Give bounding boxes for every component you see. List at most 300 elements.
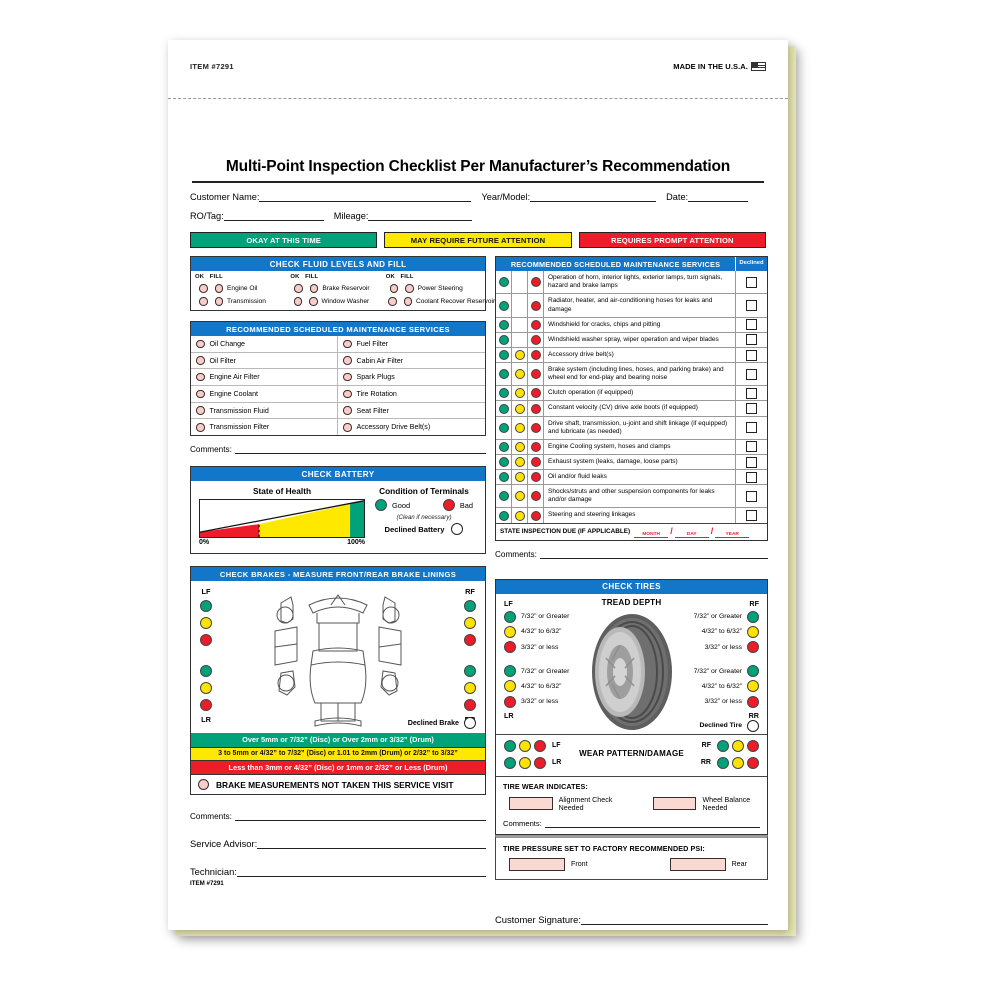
fluids-heading: CHECK FLUID LEVELS AND FILL (191, 257, 485, 271)
green-dot-icon[interactable] (499, 388, 509, 398)
brakes-heading: CHECK BRAKES - MEASURE FRONT/REAR BRAKE LININGS (191, 567, 485, 581)
tire-lf-green[interactable] (504, 611, 620, 623)
ok-circle-icon[interactable] (390, 284, 399, 293)
declined-checkbox-cell[interactable] (735, 348, 767, 362)
front-psi-input[interactable] (509, 858, 565, 871)
mileage-label: Mileage: (333, 211, 369, 221)
yellow-dot-icon[interactable] (515, 369, 525, 379)
red-dot-icon[interactable] (200, 634, 212, 646)
declined-checkbox-cell[interactable] (735, 294, 767, 316)
green-dot-cell[interactable] (496, 363, 512, 385)
ok-circle-icon[interactable] (199, 284, 208, 293)
mileage-input[interactable] (368, 211, 472, 221)
select-circle-icon[interactable] (198, 779, 209, 790)
declined-brake-label: Declined Brake (407, 719, 459, 728)
terminals-title: Condition of Terminals (379, 486, 469, 497)
state-of-health-gauge[interactable] (199, 499, 365, 538)
battery-body (191, 481, 485, 553)
red-dot-icon[interactable] (747, 757, 759, 769)
green-dot-icon[interactable] (375, 499, 387, 511)
ok-circle-icon[interactable] (199, 297, 208, 306)
checkbox-icon[interactable] (746, 369, 757, 380)
yellow-dot-icon[interactable] (747, 680, 759, 692)
declined-battery-option[interactable] (371, 523, 477, 535)
wheel-balance-label: Wheel Balance Needed (702, 795, 751, 812)
brake-not-measured-option[interactable] (190, 775, 486, 795)
select-circle-icon[interactable] (343, 406, 352, 415)
maintenance-item[interactable] (338, 336, 485, 352)
maintenance-label: Oil Change (209, 339, 245, 348)
red-dot-cell[interactable] (528, 440, 544, 454)
comments-input[interactable] (540, 550, 768, 559)
red-dot-icon[interactable] (747, 641, 759, 653)
comments-input[interactable] (235, 812, 486, 821)
yellow-dot-icon[interactable] (515, 350, 525, 360)
red-dot-cell[interactable] (528, 363, 544, 385)
alignment-check-input[interactable] (509, 797, 553, 810)
declined-checkbox-cell[interactable] (735, 333, 767, 347)
yellow-dot-icon[interactable] (515, 404, 525, 414)
tire-rf-red[interactable] (643, 641, 759, 653)
maintenance-right-row (496, 507, 767, 522)
green-dot-icon[interactable] (499, 350, 509, 360)
tire-lr-red[interactable] (504, 696, 620, 708)
checkbox-icon[interactable] (746, 350, 757, 361)
declined-checkbox-cell[interactable] (735, 363, 767, 385)
yellow-dot-cell[interactable] (512, 363, 528, 385)
yellow-dot-cell[interactable] (512, 401, 528, 415)
declined-tire-option[interactable] (699, 720, 759, 732)
customer-name-input[interactable] (259, 192, 471, 202)
yellow-dot-icon[interactable] (200, 682, 212, 694)
red-dot-cell[interactable] (528, 333, 544, 347)
customer-signature-row (495, 914, 768, 925)
state-of-health-block (199, 486, 365, 546)
declined-checkbox-cell[interactable] (735, 440, 767, 454)
red-dot-icon[interactable] (531, 404, 541, 414)
red-dot-icon[interactable] (531, 301, 541, 311)
tire-rf-yellow[interactable] (643, 626, 759, 638)
green-dot-icon[interactable] (464, 600, 476, 612)
red-dot-cell[interactable] (528, 470, 544, 484)
fluid-item-brake-reservoir[interactable] (290, 284, 385, 293)
green-dot-icon[interactable] (499, 472, 509, 482)
title-block (190, 158, 766, 221)
tire-lf-yellow[interactable] (504, 626, 620, 638)
brake-rf-dots (464, 600, 476, 646)
red-dot-icon[interactable] (531, 442, 541, 452)
green-dot-icon[interactable] (504, 611, 516, 623)
yellow-dot-icon[interactable] (747, 626, 759, 638)
red-dot-icon[interactable] (534, 740, 546, 752)
red-dot-icon[interactable] (534, 757, 546, 769)
maintenance-right-label: Brake system (including lines, hoses, and parking brake) and wheel end for end-play and bearing noise (548, 366, 724, 382)
service-advisor-row (190, 838, 486, 849)
terminal-bad-option[interactable] (443, 499, 473, 511)
yellow-dot-cell[interactable] (512, 485, 528, 507)
legend-future-attention: MAY REQUIRE FUTURE ATTENTION (384, 232, 571, 248)
customer-row-2 (190, 211, 766, 221)
green-dot-cell[interactable] (496, 294, 512, 316)
state-inspection-row (496, 523, 767, 540)
yellow-dot-cell[interactable] (512, 417, 528, 439)
green-dot-cell[interactable] (496, 401, 512, 415)
yellow-dot-icon[interactable] (732, 740, 744, 752)
depth-label: 7/32” or Greater (693, 667, 742, 675)
declined-circle-icon[interactable] (464, 717, 476, 729)
yellow-dot-cell[interactable] (512, 318, 528, 332)
fluids-fill-header-1: FILL (209, 273, 223, 280)
maintenance-item[interactable] (191, 418, 338, 435)
maintenance-item[interactable] (338, 352, 485, 369)
green-dot-cell[interactable] (496, 440, 512, 454)
fill-circle-icon[interactable] (215, 284, 224, 293)
technician-input[interactable] (237, 866, 486, 877)
fluids-ok-header-2: OK (290, 273, 300, 280)
maintenance-right-row (496, 271, 767, 293)
yellow-dot-cell[interactable] (512, 508, 528, 522)
yellow-dot-icon[interactable] (515, 491, 525, 501)
fill-circle-icon[interactable] (404, 297, 413, 306)
fill-circle-icon[interactable] (310, 284, 319, 293)
brake-lr-label: LR (201, 715, 211, 725)
green-dot-icon[interactable] (464, 665, 476, 677)
comments-label: Comments: (190, 812, 232, 822)
depth-label: 3/32” or less (521, 643, 559, 651)
maintenance-right-label: Oil and/or fluid leaks (548, 473, 607, 481)
green-dot-icon[interactable] (499, 369, 509, 379)
tire-wear-options (503, 796, 760, 812)
item-number-top: ITEM #7291 (190, 62, 234, 71)
front-psi-label: Front (571, 860, 588, 869)
customer-signature-input[interactable] (581, 914, 768, 925)
yellow-dot-cell[interactable] (512, 333, 528, 347)
checkbox-icon[interactable] (746, 441, 757, 452)
alignment-check-label: Alignment Check Needed (558, 795, 613, 812)
declined-checkbox-cell[interactable] (735, 485, 767, 507)
declined-checkbox-cell[interactable] (735, 386, 767, 400)
yellow-dot-icon[interactable] (504, 680, 516, 692)
maintenance-right-row (496, 385, 767, 400)
green-dot-icon[interactable] (499, 277, 509, 287)
checkbox-icon[interactable] (746, 334, 757, 345)
terminal-good-option[interactable] (375, 499, 410, 511)
ok-circle-icon[interactable] (294, 284, 303, 293)
red-dot-icon[interactable] (504, 641, 516, 653)
green-dot-icon[interactable] (504, 757, 516, 769)
tire-lr-yellow[interactable] (504, 680, 620, 692)
red-dot-icon[interactable] (531, 457, 541, 467)
tire-rr-red[interactable] (643, 696, 759, 708)
fluid-label: Brake Reservoir (322, 285, 370, 293)
green-dot-icon[interactable] (499, 320, 509, 330)
maintenance-item[interactable] (191, 402, 338, 419)
red-dot-icon[interactable] (747, 740, 759, 752)
brakes-body (191, 581, 485, 733)
select-circle-icon[interactable] (196, 356, 205, 365)
tire-right-side (643, 599, 759, 720)
green-dot-icon[interactable] (504, 665, 516, 677)
wheel-balance-input[interactable] (653, 797, 697, 810)
red-dot-icon[interactable] (531, 491, 541, 501)
tire-rf-green[interactable] (643, 611, 759, 623)
yellow-dot-icon[interactable] (200, 617, 212, 629)
maintenance-right-label: Exhaust system (leaks, damage, loose parts) (548, 457, 678, 465)
select-circle-icon[interactable] (196, 373, 205, 382)
checkbox-icon[interactable] (746, 277, 757, 288)
red-dot-cell[interactable] (528, 401, 544, 415)
tire-pressure-title: TIRE PRESSURE SET TO FACTORY RECOMMENDED PSI: (503, 843, 705, 853)
yellow-dot-cell[interactable] (512, 455, 528, 469)
red-dot-cell[interactable] (528, 455, 544, 469)
red-dot-cell[interactable] (528, 485, 544, 507)
comments-input[interactable] (235, 445, 486, 454)
green-dot-cell[interactable] (496, 318, 512, 332)
maintenance-item[interactable] (191, 336, 338, 352)
state-month-field[interactable]: MONTH (634, 524, 668, 538)
red-dot-icon[interactable] (531, 369, 541, 379)
yellow-dot-cell[interactable] (512, 271, 528, 293)
maintenance-item[interactable] (191, 352, 338, 369)
declined-checkbox-cell[interactable] (735, 508, 767, 522)
fluid-item-coolant-recover-reservoir[interactable] (384, 297, 496, 306)
wear-rr[interactable] (698, 757, 759, 769)
fluid-item-transmission[interactable] (195, 297, 290, 306)
yellow-dot-icon[interactable] (504, 626, 516, 638)
yellow-dot-icon[interactable] (515, 511, 525, 521)
wear-left-side (504, 740, 564, 774)
red-dot-icon[interactable] (464, 634, 476, 646)
year-model-input[interactable] (530, 192, 656, 202)
checkbox-icon[interactable] (746, 300, 757, 311)
wear-rf[interactable] (698, 740, 759, 752)
ro-tag-input[interactable] (224, 211, 324, 221)
red-dot-icon[interactable] (747, 696, 759, 708)
yellow-dot-icon[interactable] (732, 757, 744, 769)
state-day-field[interactable]: DAY (675, 524, 709, 538)
red-dot-cell[interactable] (528, 386, 544, 400)
rear-psi-input[interactable] (670, 858, 726, 871)
red-dot-cell[interactable] (528, 348, 544, 362)
declined-brake-option[interactable] (408, 717, 476, 729)
declined-checkbox-cell[interactable] (735, 417, 767, 439)
fill-circle-icon[interactable] (405, 284, 414, 293)
wear-lr[interactable] (504, 757, 564, 769)
declined-circle-icon[interactable] (451, 523, 463, 535)
maintenance-label: Seat Filter (356, 406, 389, 415)
red-dot-icon[interactable] (531, 472, 541, 482)
select-circle-icon[interactable] (196, 423, 205, 432)
wear-lf-label: LF (552, 742, 561, 750)
brake-diagram-icon (213, 587, 463, 727)
yellow-dot-icon[interactable] (515, 423, 525, 433)
green-dot-icon[interactable] (717, 740, 729, 752)
terminals-block (365, 486, 477, 546)
red-dot-icon[interactable] (464, 699, 476, 711)
yellow-dot-icon[interactable] (515, 472, 525, 482)
select-circle-icon[interactable] (196, 390, 205, 399)
green-dot-icon[interactable] (499, 457, 509, 467)
declined-checkbox-cell[interactable] (735, 470, 767, 484)
green-dot-cell[interactable] (496, 333, 512, 347)
green-dot-cell[interactable] (496, 455, 512, 469)
maintenance-right-row (496, 416, 767, 439)
checkbox-icon[interactable] (746, 422, 757, 433)
brake-lr-dots (200, 665, 212, 711)
green-dot-cell[interactable] (496, 417, 512, 439)
maintenance-label: Spark Plugs (356, 373, 395, 382)
declined-circle-icon[interactable] (747, 720, 759, 732)
wear-right-side (698, 740, 759, 774)
depth-label: 4/32” to 6/32” (521, 628, 562, 636)
green-dot-icon[interactable] (200, 600, 212, 612)
declined-checkbox-cell[interactable] (735, 318, 767, 332)
green-dot-icon[interactable] (499, 442, 509, 452)
gauge-wedge-icon (200, 500, 364, 537)
tire-rr-yellow[interactable] (643, 680, 759, 692)
wear-lf[interactable] (504, 740, 564, 752)
declined-checkbox-cell[interactable] (735, 271, 767, 293)
maintenance-item[interactable] (338, 368, 485, 385)
maintenance-item[interactable] (338, 385, 485, 402)
red-dot-icon[interactable] (531, 350, 541, 360)
checkbox-icon[interactable] (746, 510, 757, 521)
fill-circle-icon[interactable] (215, 297, 224, 306)
checkbox-icon[interactable] (746, 457, 757, 468)
yellow-dot-icon[interactable] (515, 457, 525, 467)
fluids-row-2 (195, 297, 496, 306)
yellow-dot-icon[interactable] (519, 757, 531, 769)
yellow-dot-cell[interactable] (512, 470, 528, 484)
red-dot-cell[interactable] (528, 508, 544, 522)
page-title: Multi-Point Inspection Checklist Per Manufacturer’s Recommendation (192, 158, 764, 183)
yellow-dot-cell[interactable] (512, 440, 528, 454)
brake-rf-label: RF (465, 587, 475, 597)
checkbox-icon[interactable] (746, 388, 757, 399)
maintenance-item[interactable] (338, 402, 485, 419)
declined-checkbox-cell[interactable] (735, 401, 767, 415)
maintenance-right-header (496, 257, 767, 271)
red-dot-icon[interactable] (443, 499, 455, 511)
yellow-dot-icon[interactable] (464, 617, 476, 629)
declined-tire-label: Declined Tire (699, 722, 742, 730)
select-circle-icon[interactable] (343, 423, 352, 432)
select-circle-icon[interactable] (343, 340, 352, 349)
ok-circle-icon[interactable] (388, 297, 397, 306)
select-circle-icon[interactable] (343, 373, 352, 382)
green-dot-icon[interactable] (499, 335, 509, 345)
red-dot-cell[interactable] (528, 318, 544, 332)
green-dot-icon[interactable] (499, 301, 509, 311)
made-in-usa (673, 62, 766, 71)
select-circle-icon[interactable] (343, 390, 352, 399)
state-year-field[interactable]: YEAR (715, 524, 749, 538)
select-circle-icon[interactable] (196, 340, 205, 349)
gauge-min-label: 0% (199, 539, 210, 547)
red-dot-icon[interactable] (531, 388, 541, 398)
green-dot-cell[interactable] (496, 348, 512, 362)
fluid-label: Coolant Recover Reservoir (416, 298, 496, 306)
maintenance-label: Cabin Air Filter (356, 356, 404, 365)
maintenance-item[interactable] (191, 368, 338, 385)
red-dot-icon[interactable] (200, 699, 212, 711)
green-dot-icon[interactable] (499, 511, 509, 521)
ok-circle-icon[interactable] (294, 297, 303, 306)
red-dot-icon[interactable] (531, 277, 541, 287)
tire-rf-label: RF (749, 598, 759, 608)
select-circle-icon[interactable] (343, 356, 352, 365)
fluid-label: Transmission (227, 298, 266, 306)
checkbox-icon[interactable] (746, 472, 757, 483)
yellow-dot-icon[interactable] (515, 442, 525, 452)
red-dot-icon[interactable] (531, 511, 541, 521)
green-dot-icon[interactable] (504, 740, 516, 752)
state-inspection-label: STATE INSPECTION DUE (IF APPLICABLE) (500, 528, 631, 536)
declined-checkbox-cell[interactable] (735, 455, 767, 469)
tire-rr-green[interactable] (643, 665, 759, 677)
tire-lf-red[interactable] (504, 641, 620, 653)
yellow-dot-icon[interactable] (515, 388, 525, 398)
green-dot-cell[interactable] (496, 386, 512, 400)
fluid-item-engine-oil[interactable] (195, 284, 290, 293)
green-dot-cell[interactable] (496, 470, 512, 484)
date-slash-icon: / (670, 525, 673, 536)
fluid-item-power-steering[interactable] (386, 284, 481, 293)
checkbox-icon[interactable] (746, 319, 757, 330)
green-dot-icon[interactable] (499, 404, 509, 414)
checkbox-icon[interactable] (746, 491, 757, 502)
checkbox-icon[interactable] (746, 403, 757, 414)
red-dot-icon[interactable] (504, 696, 516, 708)
green-dot-icon[interactable] (200, 665, 212, 677)
green-dot-icon[interactable] (499, 491, 509, 501)
green-dot-cell[interactable] (496, 485, 512, 507)
green-dot-icon[interactable] (747, 665, 759, 677)
red-dot-cell[interactable] (528, 417, 544, 439)
yellow-dot-icon[interactable] (464, 682, 476, 694)
yellow-dot-icon[interactable] (519, 740, 531, 752)
fluid-item-window-washer[interactable] (290, 297, 385, 306)
yellow-dot-cell[interactable] (512, 386, 528, 400)
yellow-dot-cell[interactable] (512, 294, 528, 316)
green-dot-icon[interactable] (499, 423, 509, 433)
green-dot-icon[interactable] (747, 611, 759, 623)
maintenance-item[interactable] (338, 418, 485, 435)
fill-circle-icon[interactable] (309, 297, 318, 306)
wear-rf-label: RF (701, 742, 711, 750)
service-advisor-input[interactable] (257, 838, 486, 849)
customer-row-1 (190, 192, 766, 202)
maintenance-item[interactable] (191, 385, 338, 402)
state-inspection-date-input[interactable] (634, 524, 749, 540)
red-dot-cell[interactable] (528, 294, 544, 316)
comments-input[interactable] (545, 820, 760, 828)
red-dot-icon[interactable] (531, 335, 541, 345)
yellow-dot-cell[interactable] (512, 348, 528, 362)
red-dot-icon[interactable] (531, 423, 541, 433)
select-circle-icon[interactable] (196, 406, 205, 415)
tread-depth-body (496, 594, 767, 734)
fluids-ok-header-1: OK (195, 273, 205, 280)
green-dot-icon[interactable] (717, 757, 729, 769)
tire-lr-green[interactable] (504, 665, 620, 677)
red-dot-icon[interactable] (531, 320, 541, 330)
comments-label: Comments: (503, 818, 542, 828)
red-dot-cell[interactable] (528, 271, 544, 293)
green-dot-cell[interactable] (496, 508, 512, 522)
date-input[interactable] (688, 192, 748, 202)
green-dot-cell[interactable] (496, 271, 512, 293)
